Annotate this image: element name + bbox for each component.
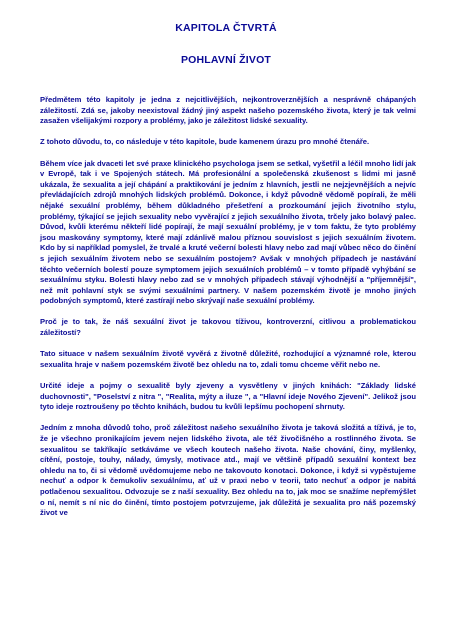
chapter-heading: KAPITOLA ČTVRTÁ bbox=[175, 22, 277, 34]
body-text bbox=[40, 95, 416, 529]
chapter-title: POHLAVNÍ ŽIVOT bbox=[180, 54, 272, 66]
paragraph: Z tohoto důvodu, to, co následuje v této kapitole, bude kamenem úrazu pro mnohé čtenáře. bbox=[40, 137, 370, 147]
paragraph: Během více jak dvaceti let své praxe klinického psychologa jsem se setkal, vyšetřil a léčil mnoho lidí jak v Evropě, tak i ve Spojených státech. Má profesionální a společenská zkušenost s lidmi mi jasně ukázala, že sexualita a její chápání a praktikování je jedním z hlavních, jestli ne nejzjevnějších a nejvíc převládajících zdrojů mnohých lidských problémů. Dokonce, i když původně vědomě popírali, že měli nějaké sexuální problémy, během důkladného přešetření a prozkoumání jejich životního stylu, problémy, týkající se jejich sexuality nebo vyvěrající z jejich sexuálního života, trčely jako bolavý palec. Důvod, kvůli kterému někteří lidé popírají, že mají sexuální problémy, je v tom faktu, že tyto problémy jsou maskovány symptomy, které mají zdánlivě malou příznou souvislost s jejich sexuálním životem. Kdo by si například pomyslel, že trvalé a kruté večerní bolesti hlavy nebo zad mají vůbec něco do činění s jejich sexuálním životem nebo se sexuálním postojem? Avšak v mnohých případech je nastávání těchto večerních bolestí pouze symptomem jejich sexuálních problémů – v tomto případě vyhýbání se sexuálnímu styku. Bolesti hlavy nebo zad se v mnohých případech stávají výhodnější a "příjemnější", než mít pohlavní styk se svými sexuálními partnery. V našem pozemském životě je mnoho jiných podobných symptomů, které zastírají nebo skrývají naše sexuální problémy. bbox=[40, 158, 416, 306]
paragraph: Určité ideje a pojmy o sexualitě byly zjeveny a vysvětleny v jiných knihách: "Základy lidské duchovnosti", "Poselství z nitra ", "Realita, mýty a iluze ", a "Hlavní ideje Nového Zjevení". Jelikož jsou tyto ideje roztroušeny po těchto knihách, budou tu kvůli lepšímu pochopení shrnuty. bbox=[40, 381, 416, 412]
paragraph: Jedním z mnoha důvodů toho, proč záležitost našeho sexuálního života je taková složitá a tíživá, je to, že je všechno pronikajícím jevem nejen lidského života, ale též živočišného a rostlinného života. Se sexualitou se takříkajíc setkáváme ve všech koutech našeho života. Naše chování, činy, myšlenky, cítění, postoje, touhy, nálady, úmysly, motivace atd., mají ve většině případů sexuální kontext bez ohledu na to, či si vědomě uvědomujeme nebo ne takovouto konotaci. Dokonce, i když si vypěstujeme nechuť a odpor k čemukoliv sexuálnímu, ať už v praxi nebo v teorii, tato nechuť a odpor je nabitá potlačenou sexualitou. Odvozuje se z naší sexuality. Bez ohledu na to, jak moc se snažíme nepřemýšlet o ní, nemít s ní nic do činění, tímto postojem potvrzujeme, jak důležitá je sexualita pro náš pozemský život ve bbox=[40, 423, 416, 518]
paragraph: Tato situace v našem sexuálním životě vyvěrá z životně důležité, rozhodující a významné role, kterou sexualita hraje v našem pozemském životě bez ohledu na to, zdali tomu chceme věřit nebo ne. bbox=[40, 349, 416, 369]
paragraph: Proč je to tak, že náš sexuální život je takovou tíživou, kontroverzní, citlivou a problematickou záležitostí? bbox=[40, 317, 416, 338]
paragraph: Předmětem této kapitoly je jedna z nejcitlivějších, nejkontroverznějších a nesprávně chápaných záležitostí. Zdá se, jakoby neexistoval žádný jiný aspekt našeho pozemského života, který je tak velmi zasažen všelijakými rozpory a problémy, jako je záležitost lidské sexuality. bbox=[40, 95, 416, 126]
